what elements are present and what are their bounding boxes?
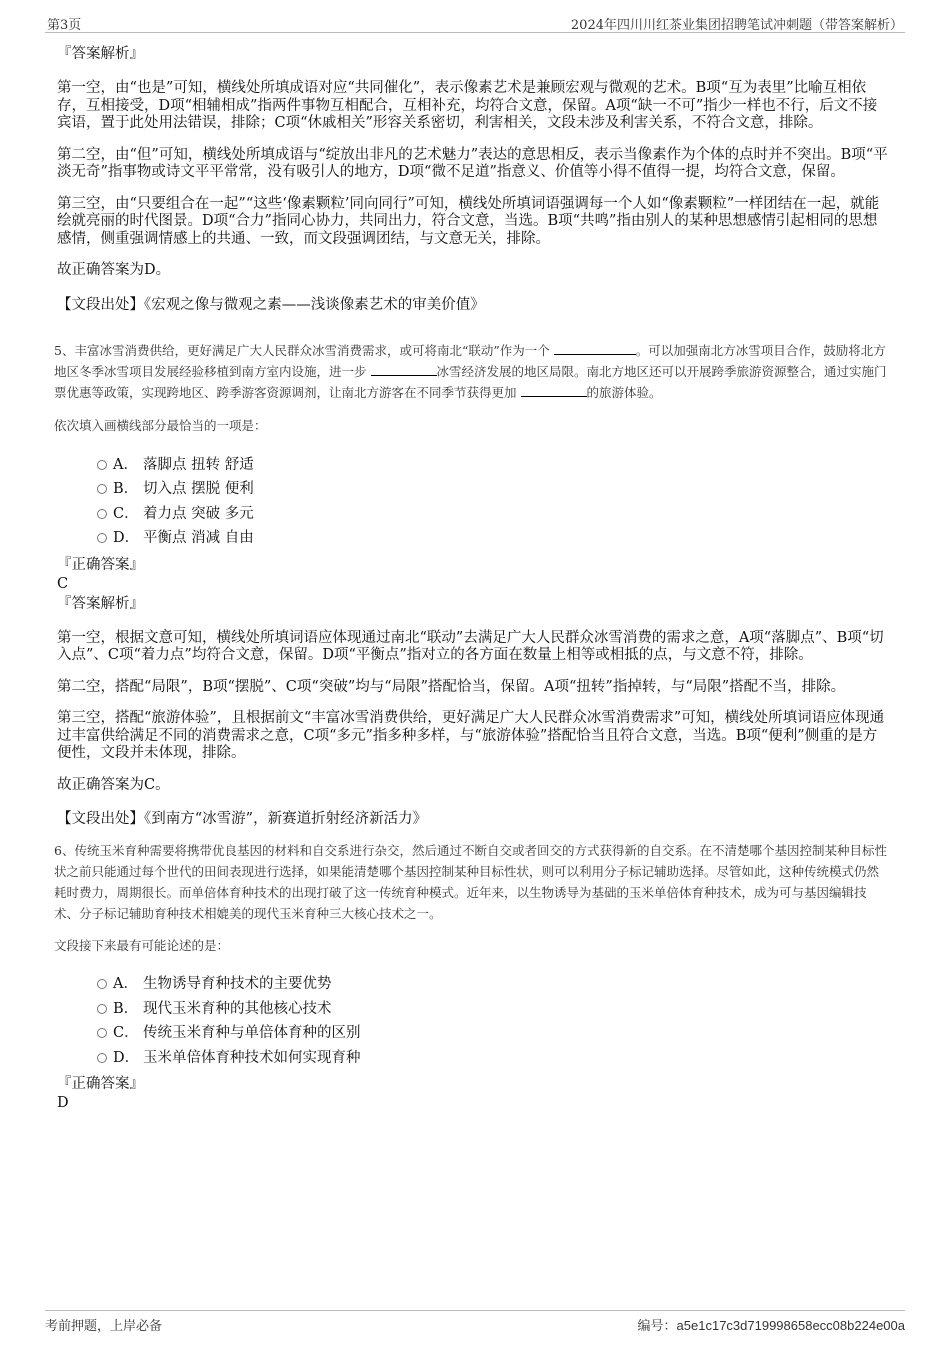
radio-icon[interactable]: [97, 1004, 107, 1014]
analysis-paragraph: 第三空，由“只要组合在一起”“这些‘像素颗粒’同向同行”可知，横线处所填词语强调每一个人如“像素颗粒”一样团结在一起，就能绘就亮丽的时代图景。D项“合力”指同心协力，共同出力，符合文意，当选。B项“共鸣”指由别人的某种思想感情引起相同的思想感情，侧重强调情感上的共通、一致，而文段强调团结，与文意无关，排除。: [57, 195, 880, 247]
option-b[interactable]: [57, 477, 890, 502]
option-letter: C．: [113, 505, 139, 522]
option-a[interactable]: [57, 972, 890, 997]
analysis-label: 『答案解析』: [57, 595, 144, 612]
analysis-conclusion: 故正确答案为D。: [57, 262, 171, 278]
correct-answer-label: 『正确答案』: [57, 556, 144, 573]
document-title: 2024年四川川红茶业集团招聘笔试冲刺题（带答案解析）: [570, 18, 903, 33]
fill-blank: [521, 384, 587, 397]
options-list: [57, 972, 890, 1070]
option-letter: C．: [113, 1025, 139, 1041]
option-letter: A．: [113, 976, 138, 992]
analysis-paragraph: 第二空，搭配“局限”，B项“摆脱”、C项“突破”均与“局限”搭配恰当，保留。A项“扭转”指掉转，与“局限”搭配不当，排除。: [57, 678, 846, 695]
fill-blank: [554, 342, 636, 355]
option-c[interactable]: [57, 1021, 890, 1046]
option-letter: D．: [113, 530, 140, 546]
option-text: 传统玉米育种与单倍体育种的区别: [143, 1025, 361, 1041]
question-5-text: [54, 340, 890, 403]
question-text-part: 冰雪经济发展的地区局限。南北方地区还可以开展跨季旅游资源整合，通过实施门票优惠等政策，实现跨地区、跨季游客资源调剂，让南北方游客在不同季节获得更加: [54, 363, 887, 400]
page-content: [54, 44, 890, 1113]
code-label: 编号：: [637, 1319, 677, 1334]
question-prompt: 文段接下来最有可能论述的是：: [54, 938, 230, 953]
option-letter: B．: [113, 481, 139, 497]
option-text: 生物诱导育种技术的主要优势: [143, 976, 332, 992]
radio-icon[interactable]: [97, 1053, 107, 1063]
analysis-paragraph: 第一空，由“也是”可知，横线处所填成语对应“共同催化”，表示像素艺术是兼顾宏观与微观的艺术。B项“互为表里”比喻互相依存，互相接受，D项“相辅相成”指两件事物互相配合，互相补充，均符合文意，保留。A项“缺一不可”指少一样也不行，后文不接宾语，置于此处用法错误，排除；C项“休戚相关”形容关系密切，利害相关，文段未涉及利害关系，不符合文意，排除。: [57, 80, 878, 131]
option-text: 平衡点 消减 自由: [143, 530, 254, 546]
question-text-part: 5、丰富冰雪消费供给，更好满足广大人民群众冰雪消费需求，或可将南北“联动”作为一个: [54, 342, 550, 358]
option-text: 切入点 摆脱 便利: [143, 481, 254, 497]
option-text: 玉米单倍体育种技术如何实现育种: [143, 1049, 361, 1066]
question-6-text: 6、传统玉米育种需要将携带优良基因的材料和自交系进行杂交，然后通过不断自交或者回交的方式获得新的自交系。在不清楚哪个基因控制某种目标性状之前只能通过每个世代的田间表现进行选择，如果能清楚哪个基因控制某种目标性状，则可以利用分子标记辅助选择。尽管如此，这种传统模式仍然耗时费力，周期很长。而单倍体育种技术的出现打破了这一传统育种模式。近年来，以生物诱导为基础的玉米单倍体育种技术，成为可与基因编辑技术、分子标记辅助育种技术相媲美的现代玉米育种三大核心技术之一。: [54, 843, 887, 921]
option-text: 落脚点 扭转 舒适: [143, 456, 254, 473]
radio-icon[interactable]: [97, 979, 107, 989]
option-c[interactable]: [57, 502, 890, 527]
analysis-paragraph: 第三空，搭配“旅游体验”，且根据前文“丰富冰雪消费供给，更好满足广大人民群众冰雪消费需求”可知，横线处所填词语应体现通过丰富供给满足不同的消费需求之意，C项“多元”指多种多样，与“旅游体验”搭配恰当且符合文意，当选。B项“便利”侧重的是方便性，文段并未体现，排除。: [57, 710, 885, 761]
radio-icon[interactable]: [97, 1028, 107, 1038]
option-letter: D．: [113, 1049, 140, 1066]
analysis-paragraph: 第二空，由“但”可知，横线处所填成语与“绽放出非凡的艺术魅力”表达的意思相反，表示当像素作为个体的点时并不突出。B项“平淡无奇”指事物或诗文平平常常，没有吸引人的地方，D项“微不足道”指意义、价值等小得不值得一提，均符合文意，保留。: [57, 146, 888, 180]
radio-icon[interactable]: [97, 509, 107, 519]
fill-blank: [371, 363, 437, 376]
page-header: [45, 10, 905, 33]
option-text: 着力点 突破 多元: [143, 505, 254, 522]
analysis-label: 『答案解析』: [57, 46, 144, 62]
radio-icon[interactable]: [97, 533, 107, 543]
code-value: a5e1c17c3d719998658ecc08b224e00a: [676, 1318, 905, 1333]
option-d[interactable]: [57, 1046, 890, 1071]
question-text-part: 。可以加强南北方冰雪项目合作，鼓励将北方地区冬季冰雪项目发展经验移植到南方室内设施，进一步: [54, 342, 886, 379]
source-citation: 【文段出处】《到南方“冰雪游”，新赛道折射经济新活力》: [57, 811, 428, 827]
option-d[interactable]: [57, 526, 890, 551]
option-text: 现代玉米育种的其他核心技术: [143, 1000, 332, 1017]
option-letter: B．: [113, 1000, 139, 1017]
option-a[interactable]: [57, 453, 890, 478]
page-footer: [45, 1310, 905, 1337]
correct-answer: D: [57, 1095, 69, 1111]
option-letter: A．: [113, 456, 138, 473]
option-b[interactable]: [57, 997, 890, 1022]
options-list: [57, 453, 890, 551]
footer-slogan: 考前押题，上岸必备: [45, 1319, 163, 1334]
radio-icon[interactable]: [97, 460, 107, 470]
radio-icon[interactable]: [97, 484, 107, 494]
analysis-conclusion: 故正确答案为C。: [57, 776, 170, 793]
correct-answer: C: [57, 575, 69, 592]
analysis-paragraph: 第一空，根据文意可知，横线处所填词语应体现通过南北“联动”去满足广大人民群众冰雪消费的需求之意，A项“落脚点”、B项“切入点”、C项“着力点”均符合文意，保留。D项“平衡点”指对立的各方面在数量上相等或相抵的点，与文意不符，排除。: [57, 629, 884, 663]
document-code: [638, 1315, 905, 1334]
page-number: 第3页: [47, 18, 82, 33]
question-prompt: 依次填入画横线部分最恰当的一项是：: [54, 417, 267, 433]
question-text-part: 的旅游体验。: [586, 384, 662, 400]
source-citation: 【文段出处】《宏观之像与微观之素——浅谈像素艺术的审美价值》: [57, 296, 485, 313]
correct-answer-label: 『正确答案』: [57, 1076, 144, 1092]
